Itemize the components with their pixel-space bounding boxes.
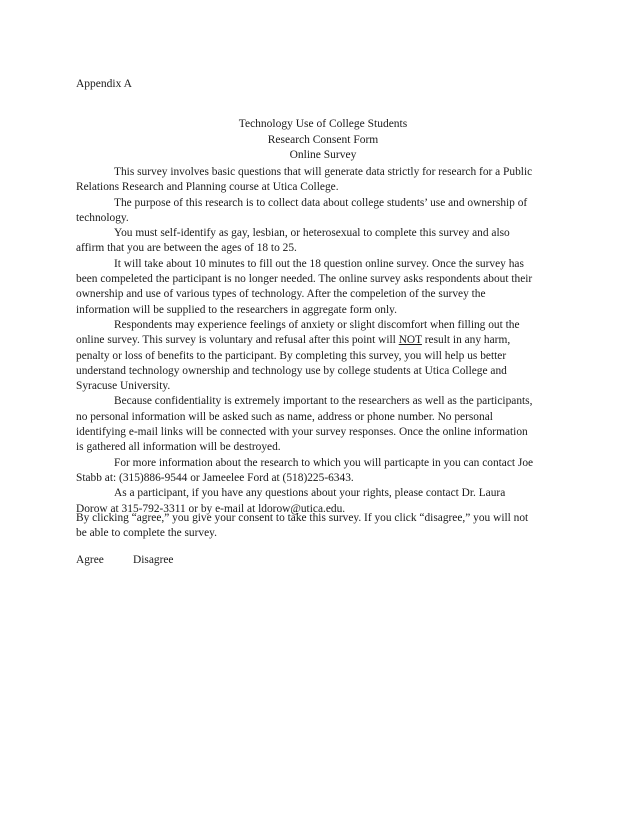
body-line: no personal information will be asked such as name, address or phone number. No personal bbox=[76, 410, 493, 423]
title-line-2: Research Consent Form bbox=[267, 133, 379, 146]
body-line: penalty or loss of benefits to the participant. By completing this survey, you will help us better bbox=[76, 349, 507, 362]
body-line: Because confidentiality is extremely important to the researchers as well as the participants, bbox=[114, 395, 533, 408]
body-line: For more information about the research to which you will particapte in you can contact Joe bbox=[114, 456, 534, 469]
body-text: online survey. This survey is voluntary and refusal after this point will bbox=[76, 334, 399, 347]
body-text: result in any harm, bbox=[421, 334, 511, 347]
body-line: affirm that you are between the ages of 18 to 25. bbox=[76, 242, 297, 255]
body-line: is gathered all information will be destroyed. bbox=[76, 441, 281, 454]
title-line-1: Technology Use of College Students bbox=[238, 118, 408, 130]
appendix-label: Appendix A bbox=[76, 78, 132, 90]
consent-line: be able to complete the survey. bbox=[76, 527, 217, 540]
document-title bbox=[0, 117, 638, 164]
body-line: information will be supplied to the researchers in aggregate form only. bbox=[76, 303, 397, 316]
body-line: This survey involves basic questions that will generate data strictly for research for a Public bbox=[114, 166, 533, 178]
title-line-3: Online Survey bbox=[289, 149, 357, 161]
emphasis-not: NOT bbox=[398, 334, 422, 347]
consent-line: By clicking “agree,” you give your consent to take this survey. If you click “disagree,” you will not bbox=[76, 512, 529, 524]
consent-body bbox=[76, 165, 566, 517]
disagree-option[interactable]: Disagree bbox=[133, 554, 174, 566]
body-line: Relations Research and Planning course at Utica College. bbox=[76, 181, 339, 194]
consent-choices bbox=[76, 553, 173, 568]
body-line: ownership and use of various types of technology. After the compeletion of the survey the bbox=[76, 288, 486, 301]
body-line: The purpose of this research is to collect data about college students’ use and ownership of bbox=[114, 196, 528, 209]
body-line: technology. bbox=[76, 211, 129, 224]
body-line: It will take about 10 minutes to fill out the 18 question online survey. Once the survey has bbox=[114, 257, 524, 270]
body-line: Stabb at: (315)886-9544 or Jameelee Ford at (518)225-6343. bbox=[76, 471, 354, 484]
body-line: You must self-identify as gay, lesbian, or heterosexual to complete this survey and also bbox=[114, 227, 510, 240]
consent-statement bbox=[76, 511, 566, 542]
body-line: Syracuse University. bbox=[76, 380, 171, 393]
agree-option[interactable]: Agree bbox=[76, 554, 104, 566]
body-line: identifying e-mail links will be connected with your survey responses. Once the online information bbox=[76, 426, 528, 439]
body-line bbox=[76, 333, 566, 348]
body-line: Dorow at 315-792-3311 or by e-mail at ldorow@utica.edu. bbox=[76, 502, 346, 515]
body-line: Respondents may experience feelings of anxiety or slight discomfort when filling out the bbox=[114, 318, 520, 331]
body-line: As a participant, if you have any questions about your rights, please contact Dr. Laura bbox=[114, 487, 506, 500]
body-line: understand technology ownership and technology use by college students at Utica College and bbox=[76, 364, 507, 377]
body-line: been compeleted the participant is no longer needed. The online survey asks respondents about their bbox=[76, 273, 533, 286]
